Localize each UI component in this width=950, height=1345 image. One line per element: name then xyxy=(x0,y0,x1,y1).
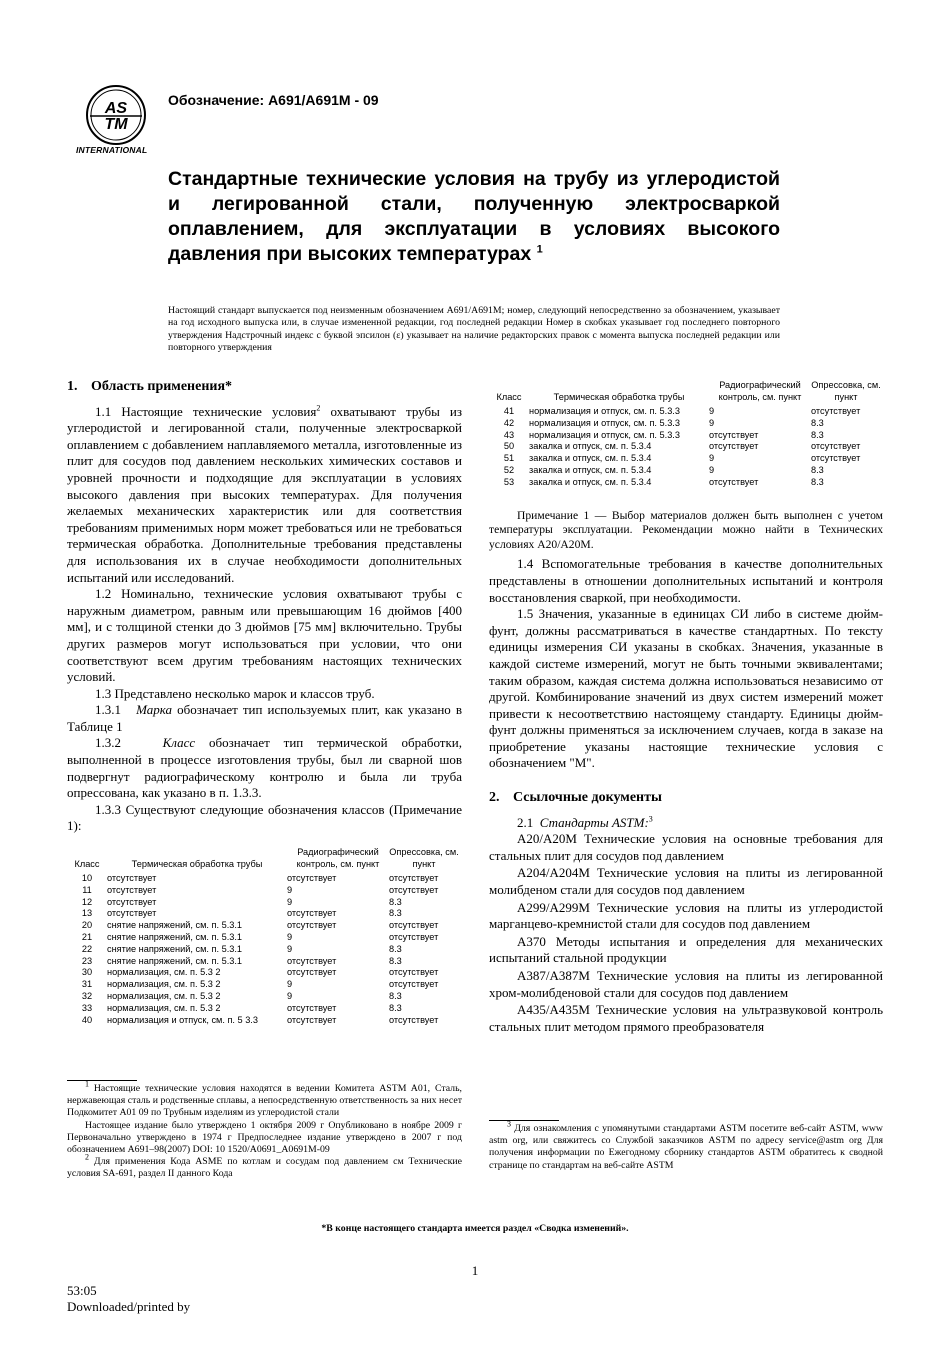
cell-pressure: 8.3 xyxy=(389,896,402,907)
cell-radiographic: 9 xyxy=(709,406,715,416)
cell-radiographic: отсутствует xyxy=(287,1002,337,1013)
table-row xyxy=(67,932,459,944)
reference-item: A299/A299M Технические условия на плиты из углеродистой марганцево-кремнистой стали для сосудов под давлением xyxy=(489,899,883,932)
print-footer xyxy=(67,1283,190,1315)
col-radiographic-header: Радиографический контроль, см. пункт xyxy=(296,847,380,869)
section2-heading: 2. Ссылочные документы xyxy=(489,790,662,806)
cell-radiographic: 9 xyxy=(709,464,715,475)
cell-treatment: нормализация, см. п. 5.3 2 xyxy=(107,991,221,1001)
cell-pressure: отсутствует xyxy=(389,920,439,931)
table-row xyxy=(67,873,459,885)
right-column xyxy=(489,380,883,1036)
reference-item: A387/A387M Технические условия на плиты из легированной хром-молибденовой стали для сосудов под давлением xyxy=(489,968,883,1000)
table-row xyxy=(489,453,881,465)
cell-pressure: 8.3 xyxy=(811,464,824,475)
cell-radiographic: отсутствует xyxy=(709,476,759,487)
reference-item: A204/A204M Технические условия на плиты из легированной молибденом стали для сосудов под давлением xyxy=(489,865,883,898)
cell-class: 11 xyxy=(82,884,92,895)
para-1-5: 1.5 Значения, указанные в единицах СИ либо в системе дюйм-фунт, должны рассматриваться в качестве стандартных. По тексту единицы измерения СИ указаны в скобках. Значения, указанные в каждой системе измерений, могут не быть точными эквивалентами; таким образом, каждая система должна использоваться независимо от другой. Комбинирование значений из двух систем измерений может привести к несоответствию настоящему стандарту. Единицы дюйм-фунт должны применяться за исключением случаев, когда в заказе на приобретение указаны настоящие технические условия с обозначением "M". xyxy=(489,606,883,771)
cell-treatment: отсутствует xyxy=(107,884,157,895)
page-number: 1 xyxy=(471,1263,479,1278)
para-1-3-3: 1.3.3 Существуют следующие обозначения классов (Примечание 1): xyxy=(67,801,462,834)
cell-pressure: 8.3 xyxy=(389,908,402,919)
cell-treatment: отсутствует xyxy=(107,896,157,907)
cell-radiographic: отсутствует xyxy=(709,429,759,440)
cell-radiographic: 9 xyxy=(709,417,715,428)
cell-radiographic: 9 xyxy=(287,932,293,943)
table-row xyxy=(67,1003,459,1015)
table-row xyxy=(67,908,459,920)
cell-class: 21 xyxy=(81,932,93,943)
cell-treatment: снятие напряжений, см. п. 5.3.1 xyxy=(107,932,243,943)
cell-radiographic: отсутствует xyxy=(287,873,337,884)
table-row xyxy=(489,477,881,489)
cell-class: 23 xyxy=(81,955,93,966)
para-1-2: 1.2 Номинально, технические условия охватывают трубы с наружным диаметром, равным или превышающим 16 дюймов [400 мм], и с толщиной стенки до 3 дюймов [75 мм] включительно. Трубы других размеров могут использоваться при условии, что они соответствуют всем другим требованиям настоящих технических условий. xyxy=(67,586,462,685)
table-row xyxy=(67,920,459,932)
cell-treatment: отсутствует xyxy=(107,873,157,884)
table-row xyxy=(67,956,459,968)
cell-class: 53 xyxy=(503,476,515,487)
cell-pressure: 8.3 xyxy=(389,1002,402,1013)
cell-pressure: отсутствует xyxy=(389,932,439,943)
cell-radiographic: 9 xyxy=(287,884,293,895)
cell-treatment: нормализация и отпуск, см. п. 5.3.3 xyxy=(529,406,680,416)
cell-class: 41 xyxy=(503,406,515,416)
cell-class: 22 xyxy=(81,943,93,954)
cell-radiographic: отсутствует xyxy=(709,441,759,452)
cell-treatment: нормализация и отпуск, см. п. 5.3.3 xyxy=(529,417,680,428)
table-row xyxy=(67,897,459,909)
footer-time: 53:05 xyxy=(67,1283,97,1298)
cell-class: 40 xyxy=(81,1014,93,1025)
cell-treatment: закалка и отпуск, см. п. 5.3.4 xyxy=(529,476,652,487)
svg-text:AS: AS xyxy=(104,100,128,117)
cell-treatment: нормализация и отпуск, см. п. 5 3.3 xyxy=(107,1014,258,1025)
cell-radiographic: отсутствует xyxy=(287,908,337,919)
reference-list xyxy=(489,831,883,1035)
cell-class: 50 xyxy=(503,441,515,452)
cell-pressure: отсутствует xyxy=(811,406,861,416)
table-row xyxy=(489,418,881,430)
svg-text:TM: TM xyxy=(104,116,128,133)
cell-radiographic: 9 xyxy=(287,896,293,907)
cell-pressure: отсутствует xyxy=(389,884,439,895)
left-footnotes xyxy=(67,1080,462,1181)
cell-pressure: отсутствует xyxy=(389,979,439,990)
cell-class: 20 xyxy=(81,920,93,931)
cell-pressure: 8.3 xyxy=(811,476,824,487)
cell-pressure: 8.3 xyxy=(389,943,402,954)
col-treatment-header: Термическая обработка трубы xyxy=(553,391,685,402)
col-class-header: Класс xyxy=(74,858,100,869)
cell-radiographic: отсутствует xyxy=(287,920,337,931)
table-row xyxy=(67,979,459,991)
cell-class: 43 xyxy=(503,429,515,440)
cell-class: 30 xyxy=(81,967,93,978)
col-class-header: Класс xyxy=(496,391,522,402)
cell-pressure: отсутствует xyxy=(811,441,861,452)
para-1-1: 1.1 Настоящие технические условия$^2$ охватывают трубы из углеродистой и легированной стали, полученные электросваркой оплавлением с добавлением наплавляемого металла, изготовленные из плит для сосудов под давлением нескольких химических составов и уровней прочности и подходящие для эксплуатации в условиях высокого давления при высоких температурах. Для получения желаемых механических характеристик или для соответствия требованиям применимых норм может требоваться или не требоваться термическая обработка. Дополнительные требования представлены для использования их в случае необходимости дополнительных испытаний или исследований. xyxy=(67,403,462,585)
table-row xyxy=(67,991,459,1003)
para-1-3-2: 1.3.2 Класс обозначает тип термической обработки, выполненной в процессе изготовления трубы, был ли сварной шов подвергнут радиографическому контролю и была ли труба опрессована, как указано в п. 1.3.3. xyxy=(67,735,463,801)
cell-pressure: 8.3 xyxy=(389,955,402,966)
footnote-2: $^2$ Для применения Кода ASME по котлам и сосудам под давлением см Технические условия SA-691, раздел II данного Кода xyxy=(67,1152,462,1180)
cell-treatment: снятие напряжений, см. п. 5.3.1 xyxy=(107,920,243,931)
cell-radiographic: 9 xyxy=(287,991,293,1001)
col-pressure-header: Опрессовка, см. пункт xyxy=(811,380,881,402)
cell-pressure: отсутствует xyxy=(389,967,439,978)
cell-treatment: нормализация, см. п. 5.3 2 xyxy=(107,967,221,978)
col-treatment-header: Термическая обработка трубы xyxy=(131,858,263,869)
table-row xyxy=(489,430,881,442)
cell-treatment: нормализация и отпуск, см. п. 5.3.3 xyxy=(529,429,680,440)
table-row xyxy=(67,944,459,956)
col-pressure-header: Опрессовка, см. пункт xyxy=(389,847,459,869)
cell-radiographic: отсутствует xyxy=(287,967,337,978)
cell-class: 12 xyxy=(81,896,93,907)
para-2-1: 2.1 Стандарты ASTM:$^3$ xyxy=(517,814,653,830)
footnote-1: $^1$ Настоящие технические условия находятся в ведении Комитета ASTM A01, Сталь, нержавеющая сталь и родственные сплавы, а непосредственную ответственность за них несет Подкомитет A01 09 по Трубным изделиям из углеродистой стали xyxy=(67,1079,462,1119)
cell-radiographic: отсутствует xyxy=(287,1014,337,1025)
title-footnote-mark: 1 xyxy=(536,243,543,256)
cell-class: 32 xyxy=(81,991,93,1001)
intro-paragraph: Настоящий стандарт выпускается под неизменным обозначением A691/A691M; номер, следующий непосредственно за обозначением, указывает на год исходного выпуска или, в случае измененной редакции, год последней редакции Номер в скобках указывает год последнего повторного утверждения Надстрочный индекс с буквой эпсилон (ε) указывает на наличие редакторских правок с момента выпуска последней редакции или повторного утверждения xyxy=(168,305,780,354)
right-footnotes xyxy=(489,1120,883,1172)
cell-class: 13 xyxy=(81,908,93,919)
logo-caption: INTERNATIONAL xyxy=(76,145,148,155)
cell-class: 52 xyxy=(503,464,515,475)
footnote-1-edition: Настоящее издание было утверждено 1 октября 2009 г Опубликовано в ноябре 2009 г Первоначально утверждено в 1974 г Предпоследнее издание утверждено в 2007 г под обозначением A691–98(2007) DOI: 10 1520/A0691_A0691M-09 xyxy=(67,1119,462,1156)
table-header-row xyxy=(489,380,881,406)
cell-class: 33 xyxy=(81,1002,93,1013)
summary-note: *В конце настоящего стандарта имеется раздел «Сводка изменений». xyxy=(321,1223,629,1234)
cell-treatment: нормализация, см. п. 5.3 2 xyxy=(107,1002,221,1013)
table-row xyxy=(489,441,881,453)
cell-class: 31 xyxy=(81,979,93,990)
footer-downloaded: Downloaded/printed by xyxy=(67,1299,191,1314)
cell-class: 51 xyxy=(503,453,515,464)
cell-radiographic: отсутствует xyxy=(287,955,337,966)
table-2-body xyxy=(489,406,881,489)
cell-class: 42 xyxy=(503,417,515,428)
section1-heading: 1. Область применения* xyxy=(67,379,233,394)
cell-class: 10 xyxy=(81,873,93,884)
class-table-1 xyxy=(67,847,459,1026)
footnote-3: $^3$ Для ознакомления с упомянутыми стандартами ASTM посетите веб-сайт ASTM, www astm org, или свяжитесь со Службой заказчиков ASTM по адресу service@astm org Для получения информации по Ежегодному сборнику стандартов ASTM обратитесь к сводной странице по стандартам на веб-сайте ASTM xyxy=(489,1119,883,1171)
cell-treatment: закалка и отпуск, см. п. 5.3.4 xyxy=(529,464,652,475)
cell-pressure: отсутствует xyxy=(811,453,861,464)
table-row xyxy=(489,465,881,477)
astm-logo xyxy=(76,84,158,156)
para-1-3-1: 1.3.1 Марка обозначает тип используемых плит, как указано в Таблице 1 xyxy=(67,702,462,734)
cell-pressure: 8.3 xyxy=(811,417,824,428)
title-text: Стандартные технические условия на трубу из углеродистой и легированной стали, полученную электросваркой оплавлением, для эксплуатации в условиях высокого давления при высоких температурах xyxy=(168,168,780,265)
cell-pressure: отсутствует xyxy=(389,873,439,884)
cell-treatment: снятие напряжений, см. п. 5.3.1 xyxy=(107,955,243,966)
table-row xyxy=(67,885,459,897)
cell-radiographic: 9 xyxy=(709,453,715,464)
cell-pressure: отсутствует xyxy=(389,1014,439,1025)
footnote-divider xyxy=(489,1120,559,1121)
cell-treatment: снятие напряжений, см. п. 5.3.1 xyxy=(107,943,243,954)
left-column xyxy=(67,379,462,1036)
document-title xyxy=(168,167,780,267)
cell-treatment: закалка и отпуск, см. п. 5.3.4 xyxy=(529,453,652,464)
cell-treatment: отсутствует xyxy=(107,908,157,919)
cell-treatment: нормализация, см. п. 5.3 2 xyxy=(107,979,221,990)
table-row xyxy=(67,1015,459,1027)
reference-item: A435/A435M Технические условия на ультразвуковой контроль стальных плит методом прямого преобразователя xyxy=(489,1002,883,1034)
class-table-2 xyxy=(489,380,881,489)
table-row xyxy=(489,406,881,418)
note-1: Примечание 1 — Выбор материалов должен быть выполнен с учетом температуры эксплуатации. Рекомендации можно найти в Технических условиях A20/A20M. xyxy=(489,508,883,551)
cell-pressure: 8.3 xyxy=(389,991,402,1001)
cell-radiographic: 9 xyxy=(287,943,293,954)
cell-treatment: закалка и отпуск, см. п. 5.3.4 xyxy=(529,441,652,452)
table-header-row xyxy=(67,847,459,873)
cell-pressure: 8.3 xyxy=(811,429,824,440)
table-row xyxy=(67,967,459,979)
table-1-body xyxy=(67,873,459,1026)
reference-item: A370 Методы испытания и определения для механических испытаний стальной продукции xyxy=(489,933,883,966)
designation: Обозначение: A691/A691M - 09 xyxy=(168,92,379,108)
footnote-divider xyxy=(67,1080,137,1081)
cell-radiographic: 9 xyxy=(287,979,293,990)
reference-item: A20/A20M Технические условия на основные требования для стальных плит для сосудов под давлением xyxy=(489,831,883,863)
para-1-3: 1.3 Представлено несколько марок и классов труб. xyxy=(95,685,375,701)
col-radiographic-header: Радиографический контроль, см. пункт xyxy=(718,380,802,402)
para-1-4: 1.4 Вспомогательные требования в качестве дополнительных представлены в отношении дополнительных испытаний и контроля восстановления сваркой, при необходимости. xyxy=(489,556,883,605)
